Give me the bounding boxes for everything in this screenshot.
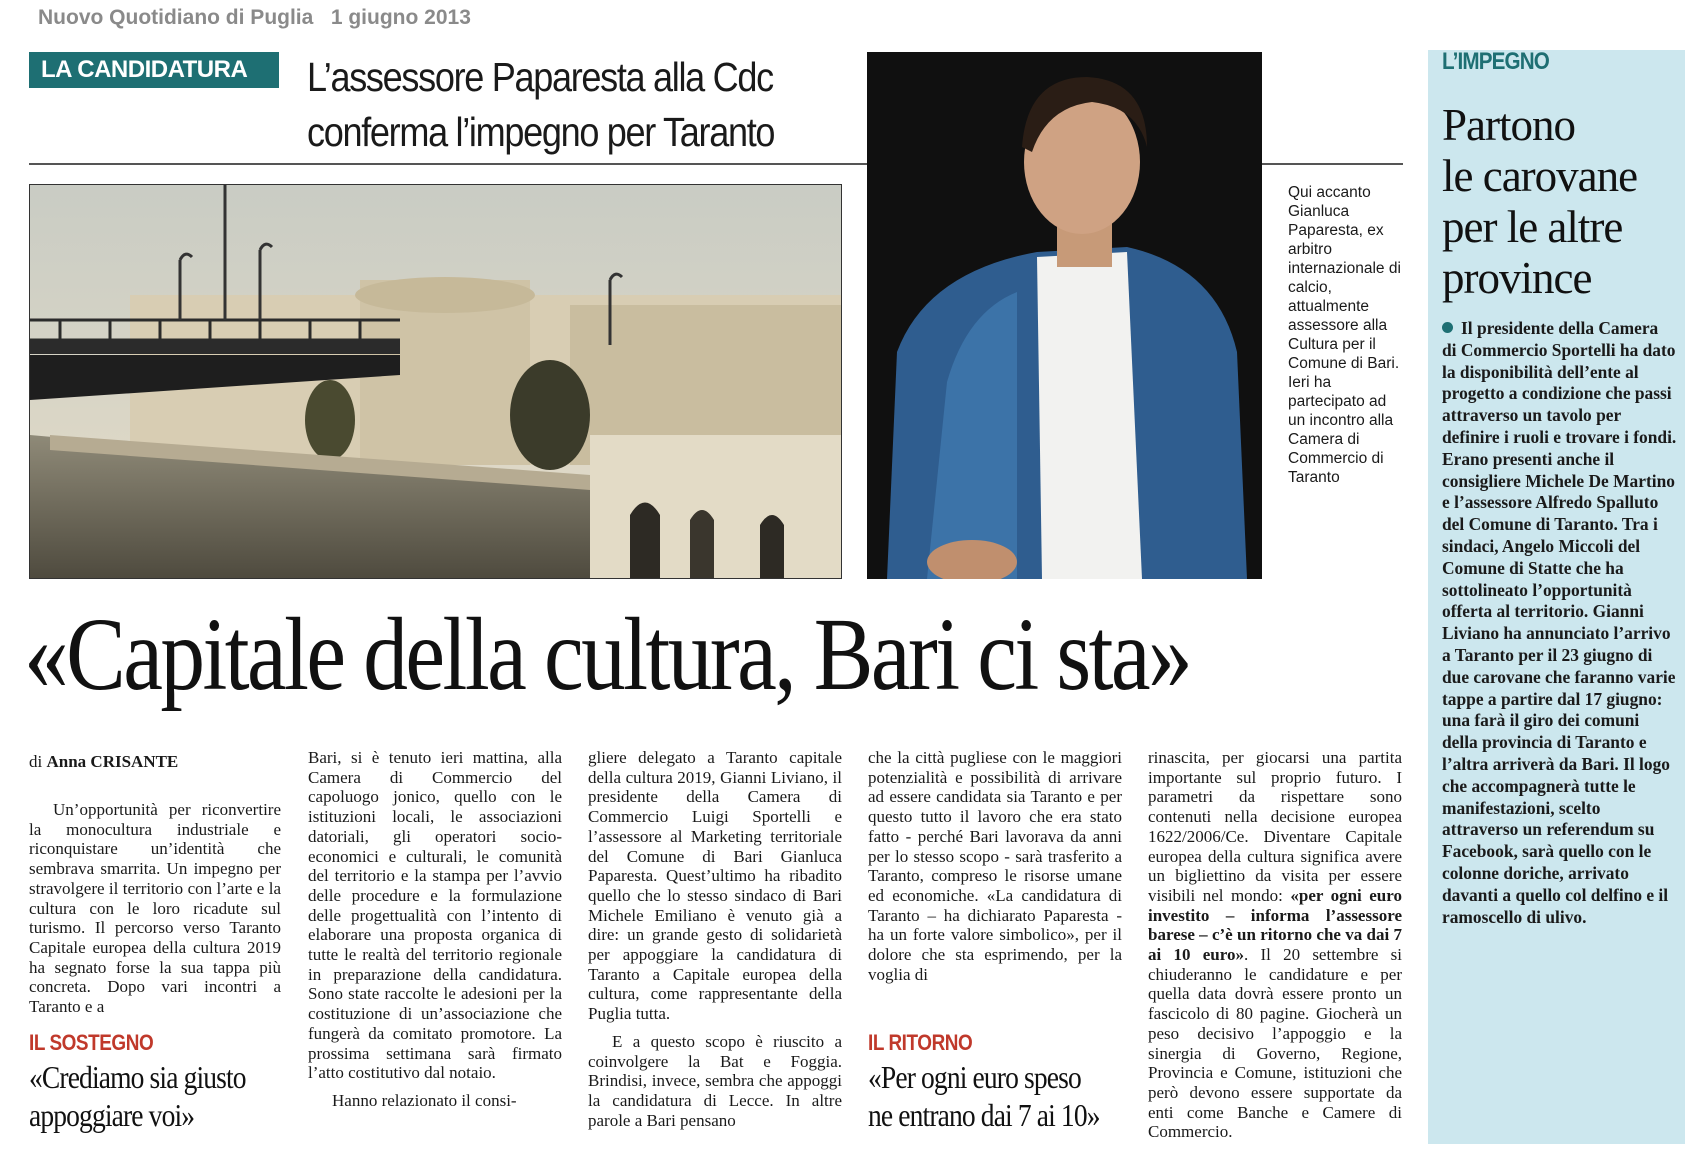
section-kicker: LA CANDIDATURA	[29, 52, 279, 88]
sidebar-kicker: L’IMPEGNO	[1442, 48, 1549, 75]
byline	[29, 752, 178, 772]
box-title-sostegno-line-1: «Crediamo sia giusto	[29, 1059, 246, 1095]
box-label-ritorno: IL RITORNO	[868, 1030, 973, 1055]
publication-name: Nuovo Quotidiano di Puglia	[38, 6, 314, 29]
publication-date: 1 giugno 2013	[330, 6, 471, 29]
article-column-3	[588, 748, 842, 1130]
byline-author: Anna CRISANTE	[46, 752, 179, 771]
column-3-paragraph-2: E a questo scopo è riuscito a coinvolgere la Bat e Foggia. Brindisi, invece, sembra che appoggi la candidatura di Lecce. In altre parole a Bari pensano	[588, 1031, 842, 1130]
sidebar-title-line-3: per le altre	[1442, 202, 1623, 252]
column-2-paragraph-1: Bari, si è tenuto ieri mattina, alla Camera di Commercio del capoluogo jonico, quello con le istituzioni locali, le associazioni datoriali, gli operatori socio-economici e culturali, le comunità del territorio e la stampa per l’avvio delle procedure e la formulazione delle progettualità con l’intento di elaborare una proposta organica di tutte le realtà del territorio regionale in preparazione della candidatura. Sono state raccolte le adesioni per la costituzione di un’associazione che fungerà da comitato promotore. La prossima settimana sarà firmato l’atto costitutivo dal notaio.	[308, 748, 562, 1083]
box-title-ritorno-line-2: ne entrano dai 7 ai 10»	[868, 1097, 1100, 1133]
column-2-paragraph-2: Hanno relazionato il consi-	[332, 1090, 517, 1110]
box-title-ritorno-line-1: «Per ogni euro speso	[868, 1059, 1081, 1095]
column-5-text-a: rinascita, per giocarsi una partita importante sul proprio futuro. I parametri da rispettare sono contenuti nella decisione europea 1622/2006/Ce. Diventare Capitale europea della cultura significa avere un bigliettino da visita per essere visibili nel mondo:	[1148, 748, 1402, 905]
main-headline: «Capitale della cultura, Bari ci sta»	[24, 597, 1191, 712]
subheadline	[307, 50, 800, 160]
column-5-text-b: . Il 20 settembre si chiuderanno le candidature e per quella data dovrà essere pronto un fascicolo di 80 pagine. Giocherà un peso decisivo l’appoggio e la sinergia di Governo, Regione, Provincia e Comune, istituzioni che però devono essere supportate da enti come Banche e Camere di Commercio.	[1148, 945, 1402, 1142]
article-column-5	[1148, 748, 1402, 1142]
box-title-sostegno	[29, 1058, 246, 1134]
source-line	[38, 6, 471, 30]
subheadline-line-2: conferma l’impegno per Taranto	[307, 109, 775, 155]
sidebar-title	[1442, 100, 1637, 304]
sidebar-body	[1442, 318, 1677, 928]
sidebar-title-line-1: Partono	[1442, 100, 1575, 150]
column-5-quote: «per ogni euro investito – informa l’assessore barese – c’è un ritorno che va dai 7 ai 10 euro»	[1148, 885, 1403, 965]
photo-harbor-castle	[29, 184, 842, 579]
column-4-paragraph-1: che la città pugliese con le maggiori potenzialità e possibilità di arrivare ad essere candidata sia Taranto e per questo tutto il lavoro che era stato fatto - perché Bari lavorava da anni per lo stesso scopo - sarà trasferito a Taranto, compreso le risorse umane ed economiche. «La candidatura di Taranto – ha dichiarato Paparesta - ha un forte valore simbolico», per il dolore che sta esprimendo, per la voglia di	[868, 748, 1122, 984]
harbor-photo-illustration	[30, 185, 842, 579]
photo-caption: Qui accanto Gianluca Paparesta, ex arbitro internazionale di calcio, attualmente assessore alla Cultura per il Comune di Bari. Ieri ha partecipato ad un incontro alla Camera di Commercio di Taranto	[1288, 184, 1401, 486]
sidebar-title-line-4: province	[1442, 253, 1592, 303]
article-column-4	[868, 748, 1122, 984]
photo-portrait	[867, 52, 1262, 579]
column-3-paragraph-1: gliere delegato a Taranto capitale della cultura 2019, Gianni Liviano, il presidente della Camera di Commercio Luigi Sportelli e l’assessore al Marketing territoriale del Comune di Bari Gianluca Paparesta. Quest’ultimo ha ribadito quello che lo stesso sindaco di Bari Michele Emiliano è venuto già a dire: un grande gesto di solidarietà per appoggiare la candidatura di Taranto a Capitale europea della cultura, come rappresentante della Puglia tutta.	[588, 748, 842, 1024]
box-title-sostegno-line-2: appoggiare voi»	[29, 1097, 195, 1133]
sidebar-body-text: Il presidente della Camera di Commercio Sportelli ha dato la disponibilità dell’ente al progetto a condizione che passi attraverso un tavolo per definire i ruoli e trovare i fondi. Erano presenti anche il consigliere Michele De Martino e l’assessore Alfredo Spalluto del Comune di Taranto. Tra i sindaci, Angelo Miccoli del Comune di Statte che ha sottolineato l’opportunità offerta al territorio. Gianni Liviano ha annunciato l’arrivo a Taranto per il 23 giugno di due carovane che faranno varie tappe a partire dal 17 giugno: una farà il giro dei comuni della provincia di Taranto e l’altra arriverà da Bari. Il logo che accompagnerà tutte le manifestazioni, scelto attraverso un referendum su Facebook, sarà quello con le colonne doriche, arrivato davanti a quello col delfino e il ramoscello di ulivo.	[1442, 318, 1677, 927]
article-column-1	[29, 800, 281, 1017]
subheadline-line-1: L’assessore Paparesta alla Cdc	[307, 54, 773, 100]
bullet-icon	[1442, 322, 1453, 333]
byline-prefix: di	[29, 752, 43, 771]
sidebar-title-line-2: le carovane	[1442, 151, 1638, 201]
column-1-paragraph: Un’opportunità per riconvertire la monocultura industriale e riconquistare un’identità che sembrava smarrita. Un impegno per stravolgere il territorio con l’arte e la cultura con le loro ricadute sul turismo. Il percorso verso Taranto Capitale europea della cultura 2019 ha segnato forse la sua tappa più concreta. Dopo vari incontri a Taranto e a	[29, 800, 281, 1017]
column-5-paragraph	[1148, 748, 1402, 1142]
portrait-illustration	[867, 52, 1262, 579]
box-label-sostegno: IL SOSTEGNO	[29, 1030, 154, 1055]
box-title-ritorno	[868, 1058, 1100, 1134]
article-column-2	[308, 748, 562, 1111]
